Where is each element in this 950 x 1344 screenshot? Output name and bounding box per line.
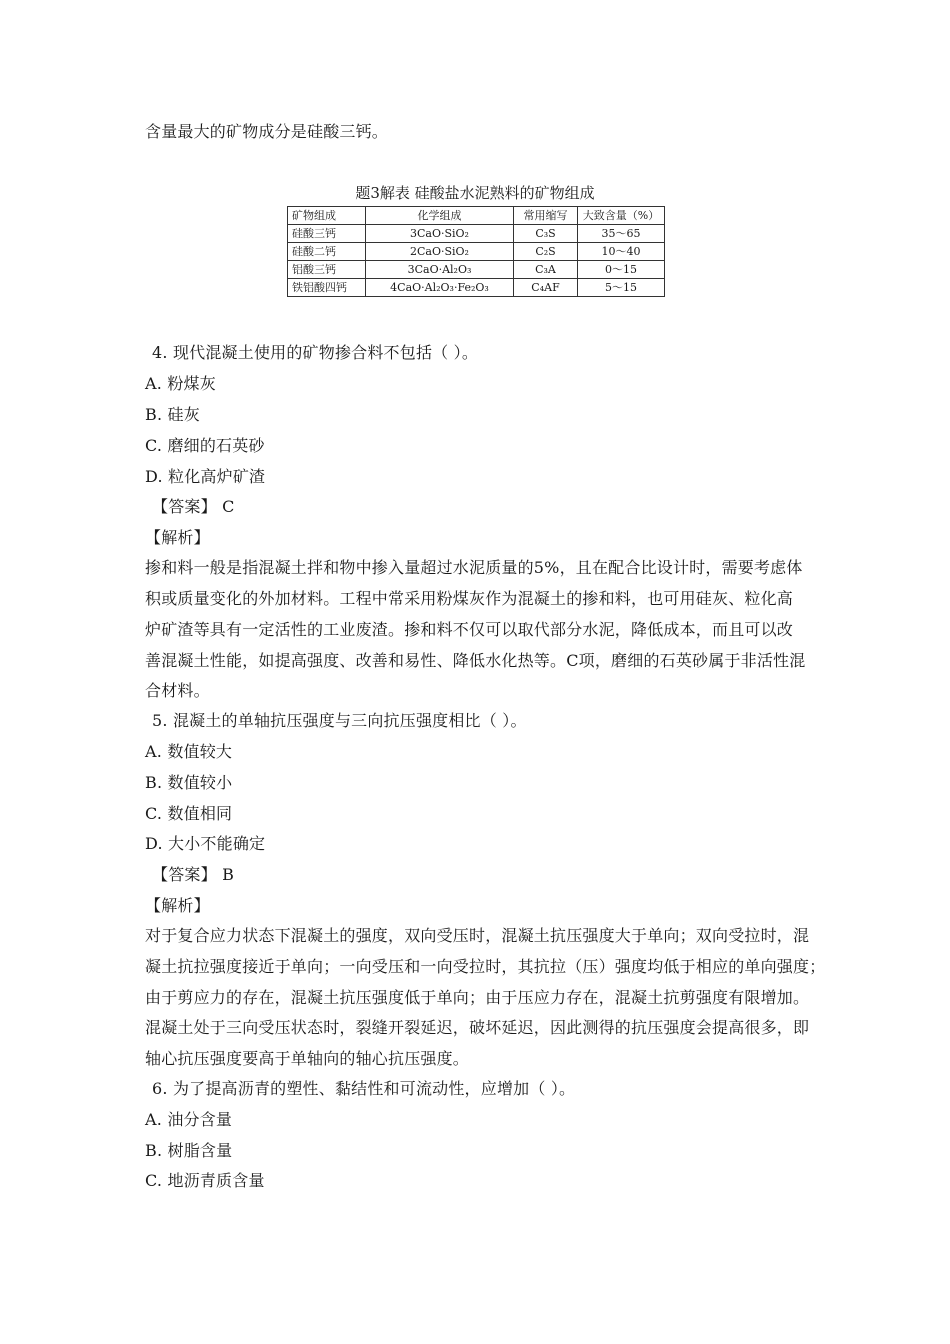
table-row — [288, 261, 665, 279]
table-header-row — [288, 207, 665, 225]
table-header-cell: 矿物组成 — [288, 207, 366, 225]
table-row — [288, 279, 665, 297]
table-cell: C₂S — [514, 243, 578, 261]
q5-option-c: C. 数值相同 — [145, 804, 233, 823]
table-cell: 3CaO·Al₂O₃ — [366, 261, 514, 279]
q5-analysis-line: 轴心抗压强度要高于单轴向的轴心抗压强度。 — [145, 1049, 470, 1068]
table-row — [288, 243, 665, 261]
table-cell: 硅酸二钙 — [288, 243, 366, 261]
table-cell: 0～15 — [578, 261, 665, 279]
q5-option-a: A. 数值较大 — [145, 742, 233, 761]
q5-answer: 【答案】 B — [152, 865, 235, 884]
q6-option-a: A. 油分含量 — [145, 1110, 233, 1129]
table-cell: 硅酸三钙 — [288, 225, 366, 243]
table-cell: C₄AF — [514, 279, 578, 297]
q4-option-b: B. 硅灰 — [145, 405, 200, 424]
q5-option-d: D. 大小不能确定 — [145, 834, 266, 853]
table-caption: 题3解表 硅酸盐水泥熟料的矿物组成 — [355, 184, 595, 202]
q4-analysis-line: 合材料。 — [145, 681, 210, 700]
table-cell: 铝酸三钙 — [288, 261, 366, 279]
q4-option-d: D. 粒化高炉矿渣 — [145, 467, 266, 486]
table-cell: 2CaO·SiO₂ — [366, 243, 514, 261]
q4-analysis-line: 积或质量变化的外加材料。工程中常采用粉煤灰作为混凝土的掺和料，也可用硅灰、粒化高 — [145, 589, 794, 608]
q4-analysis-line: 善混凝土性能，如提高强度、改善和易性、降低水化热等。C项，磨细的石英砂属于非活性混 — [145, 651, 806, 670]
table-cell: 35～65 — [578, 225, 665, 243]
q5-analysis-line: 由于剪应力的存在，混凝土抗压强度低于单向；由于压应力存在，混凝土抗剪强度有限增加。 — [145, 988, 810, 1007]
table-cell: 5～15 — [578, 279, 665, 297]
q4-answer: 【答案】 C — [152, 497, 235, 516]
q4-analysis-label: 【解析】 — [145, 528, 210, 547]
q5-option-b: B. 数值较小 — [145, 773, 233, 792]
table-cell: 4CaO·Al₂O₃·Fe₂O₃ — [366, 279, 514, 297]
table-header-cell: 化学组成 — [366, 207, 514, 225]
table-header-cell: 大致含量（%） — [578, 207, 665, 225]
q5-analysis-label: 【解析】 — [145, 896, 210, 915]
table-cell: C₃S — [514, 225, 578, 243]
q6-option-b: B. 树脂含量 — [145, 1141, 233, 1160]
intro-line: 含量最大的矿物成分是硅酸三钙。 — [145, 122, 389, 141]
table-cell: 3CaO·SiO₂ — [366, 225, 514, 243]
q4-analysis-line: 掺和料一般是指混凝土拌和物中掺入量超过水泥质量的5%，且在配合比设计时，需要考虑体 — [145, 558, 803, 577]
table-header-cell: 常用缩写 — [514, 207, 578, 225]
q5-analysis-line: 对于复合应力状态下混凝土的强度，双向受压时，混凝土抗压强度大于单向；双向受拉时，混 — [145, 926, 810, 945]
q4-question: 4. 现代混凝土使用的矿物掺合料不包括（ ）。 — [152, 343, 479, 362]
q6-option-c: C. 地沥青质含量 — [145, 1171, 265, 1190]
q6-question: 6. 为了提高沥青的塑性、黏结性和可流动性，应增加（ ）。 — [152, 1079, 576, 1098]
table-row — [288, 225, 665, 243]
q5-analysis-line: 混凝土处于三向受压状态时，裂缝开裂延迟，破坏延迟，因此测得的抗压强度会提高很多，即 — [145, 1018, 810, 1037]
q5-analysis-line: 凝土抗拉强度接近于单向；一向受压和一向受拉时，其抗拉（压）强度均低于相应的单向强度； — [145, 957, 826, 976]
q4-option-a: A. 粉煤灰 — [145, 374, 216, 393]
q4-option-c: C. 磨细的石英砂 — [145, 436, 265, 455]
mineral-composition-table — [287, 206, 665, 297]
q5-question: 5. 混凝土的单轴抗压强度与三向抗压强度相比（ ）。 — [152, 711, 527, 730]
table-cell: C₃A — [514, 261, 578, 279]
table-cell: 铁铝酸四钙 — [288, 279, 366, 297]
table-cell: 10～40 — [578, 243, 665, 261]
q4-analysis-line: 炉矿渣等具有一定活性的工业废渣。掺和料不仅可以取代部分水泥，降低成本，而且可以改 — [145, 620, 794, 639]
